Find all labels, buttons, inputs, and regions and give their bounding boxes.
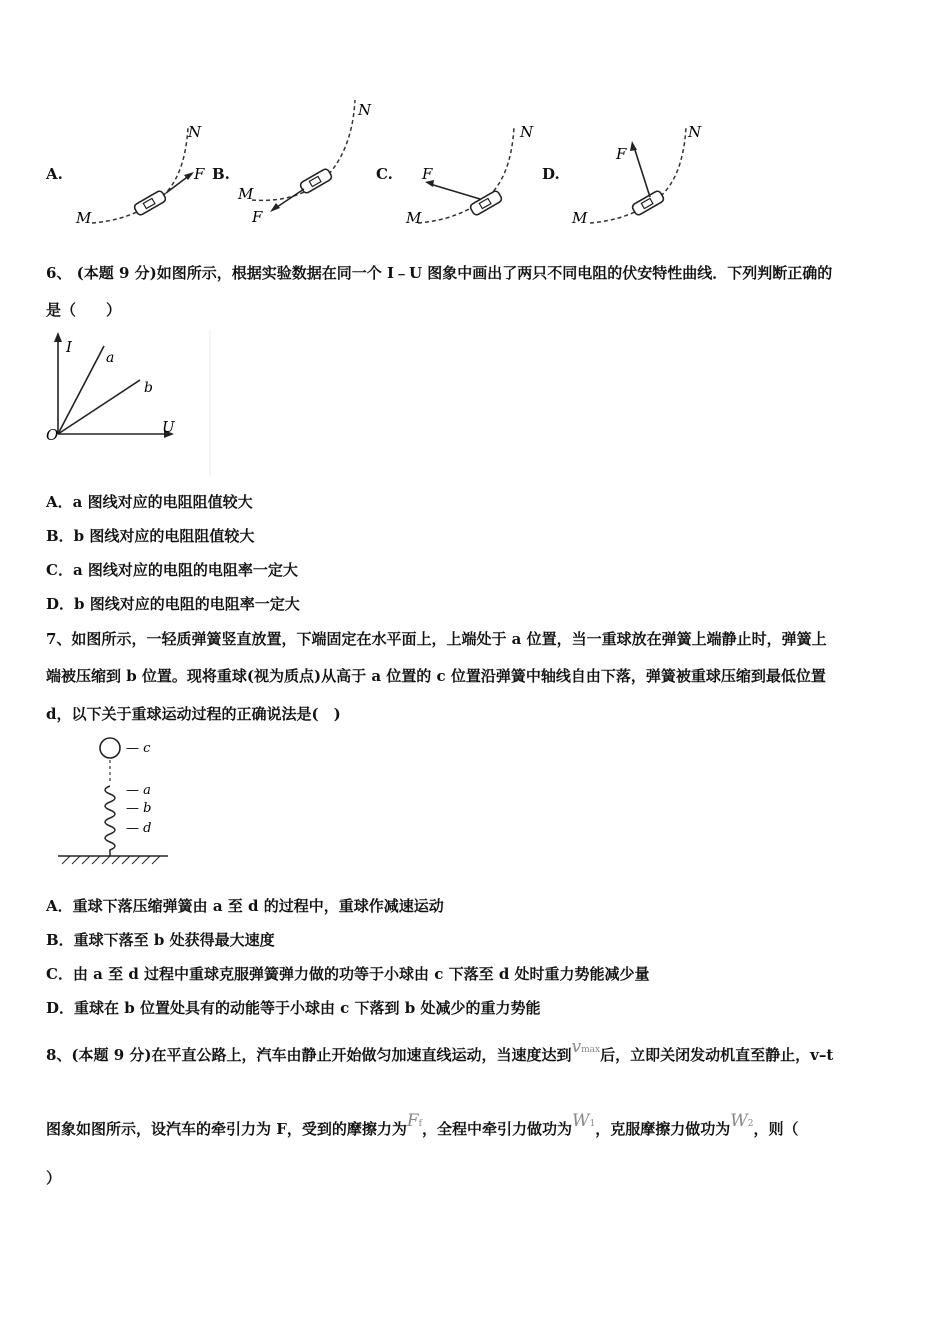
force-arrow (274, 189, 304, 209)
q5-option-a-label: A. (46, 165, 63, 183)
w2-symbol: W2 (730, 1111, 754, 1131)
y-axis-arrow (54, 332, 62, 342)
label-m: M (76, 209, 92, 227)
q7-option-c[interactable]: C．由 a 至 d 过程中重球克服弹簧弹力做的功等于小球由 c 下落至 d 处时重力势能减少量 (46, 965, 650, 983)
boat-icon (631, 190, 665, 216)
q6-option-a[interactable]: A．a 图线对应的电阻阻值较大 (46, 493, 253, 511)
label-c: — c (126, 741, 151, 756)
q6-stem-line-2: 是（ ） (46, 301, 122, 319)
label-n: N (358, 101, 372, 119)
q8-text-part-4: ，全程中牵引力做功为 (422, 1120, 573, 1138)
label-a: — a (126, 783, 151, 798)
q5-option-b-label: B. (212, 165, 230, 183)
boat-icon (133, 190, 167, 216)
label-b: — b (126, 801, 152, 816)
w1-symbol: W1 (572, 1111, 596, 1131)
label-a: a (106, 350, 115, 366)
label-f: F (194, 165, 205, 183)
q8-text-part-2: 后，立即关闭发动机直至静止，v–t (600, 1046, 834, 1064)
q6-iu-graph (44, 330, 214, 475)
label-i: I (66, 338, 72, 356)
boat-icon (469, 190, 503, 216)
q7-stem-line-3: d，以下关于重球运动过程的正确说法是( ) (46, 705, 341, 723)
force-arrow (430, 184, 480, 199)
label-n: N (688, 123, 702, 141)
label-o: O (46, 426, 59, 444)
label-d: — d (126, 821, 152, 836)
vmax-symbol: vmax (571, 1037, 601, 1057)
ff-symbol: Ff (406, 1111, 423, 1131)
label-f: F (422, 165, 433, 183)
q8-text-part-5: ，克服摩擦力做功为 (595, 1120, 731, 1138)
q7-stem-line-2: 端被压缩到 b 位置。现将重球(视为质点)从高于 a 位置的 c 位置沿弹簧中轴线自由下落，弹簧被重球压缩到最低位置 (46, 667, 826, 685)
q5-options-row (40, 95, 910, 235)
q8-stem-line-1 (46, 1037, 834, 1065)
ball (100, 738, 120, 758)
q8-text-part-1: 8、(本题 9 分)在平直公路上，汽车由静止开始做匀加速直线运动，当速度达到 (46, 1046, 572, 1064)
label-b: b (144, 380, 153, 396)
q6-option-d[interactable]: D．b 图线对应的电阻的电阻率一定大 (46, 595, 300, 613)
q5-option-d-label: D. (542, 165, 560, 183)
q5-figure-d (560, 95, 720, 235)
q7-option-d[interactable]: D．重球在 b 位置处具有的动能等于小球由 c 下落到 b 处减少的重力势能 (46, 999, 541, 1017)
q6-option-b[interactable]: B．b 图线对应的电阻阻值较大 (46, 527, 255, 545)
line-b (58, 380, 140, 434)
q8-text-part-3: 图象如图所示，设汽车的牵引力为 F，受到的摩擦力为 (46, 1120, 407, 1138)
label-n: N (520, 123, 534, 141)
label-m: M (572, 209, 588, 227)
label-u: U (162, 418, 175, 436)
q8-text-part-6: ，则（ (753, 1120, 799, 1138)
label-m: M (406, 209, 422, 227)
q6-stem-line-1: 6、 (本题 9 分)如图所示，根据实验数据在同一个 I﹣U 图象中画出了两只不同电阻的伏安特性曲线．下列判断正确的 (46, 264, 833, 282)
q7-option-b[interactable]: B．重球下落至 b 处获得最大速度 (46, 931, 275, 949)
spring (105, 786, 115, 856)
label-n: N (188, 123, 202, 141)
label-m: M (238, 185, 254, 203)
label-f: F (616, 145, 627, 163)
q5-figure-a (70, 95, 210, 235)
q7-spring-figure (54, 734, 184, 869)
force-arrow (634, 147, 650, 197)
q7-stem-line-1: 7、如图所示，一轻质弹簧竖直放置，下端固定在水平面上，上端处于 a 位置，当一重球放在弹簧上端静止时，弹簧上 (46, 630, 827, 648)
q5-figure-b (232, 95, 372, 235)
q8-stem-line-2 (46, 1111, 799, 1139)
line-a (58, 346, 104, 434)
q8-stem-line-3: ） (46, 1169, 62, 1187)
ground-hatch (62, 856, 160, 864)
q5-option-c-label: C. (376, 165, 393, 183)
q7-option-a[interactable]: A．重球下落压缩弹簧由 a 至 d 的过程中，重球作减速运动 (46, 897, 444, 915)
label-f: F (252, 208, 263, 226)
q5-figure-c (396, 95, 536, 235)
q6-option-c[interactable]: C．a 图线对应的电阻的电阻率一定大 (46, 561, 298, 579)
boat-icon (299, 168, 333, 194)
